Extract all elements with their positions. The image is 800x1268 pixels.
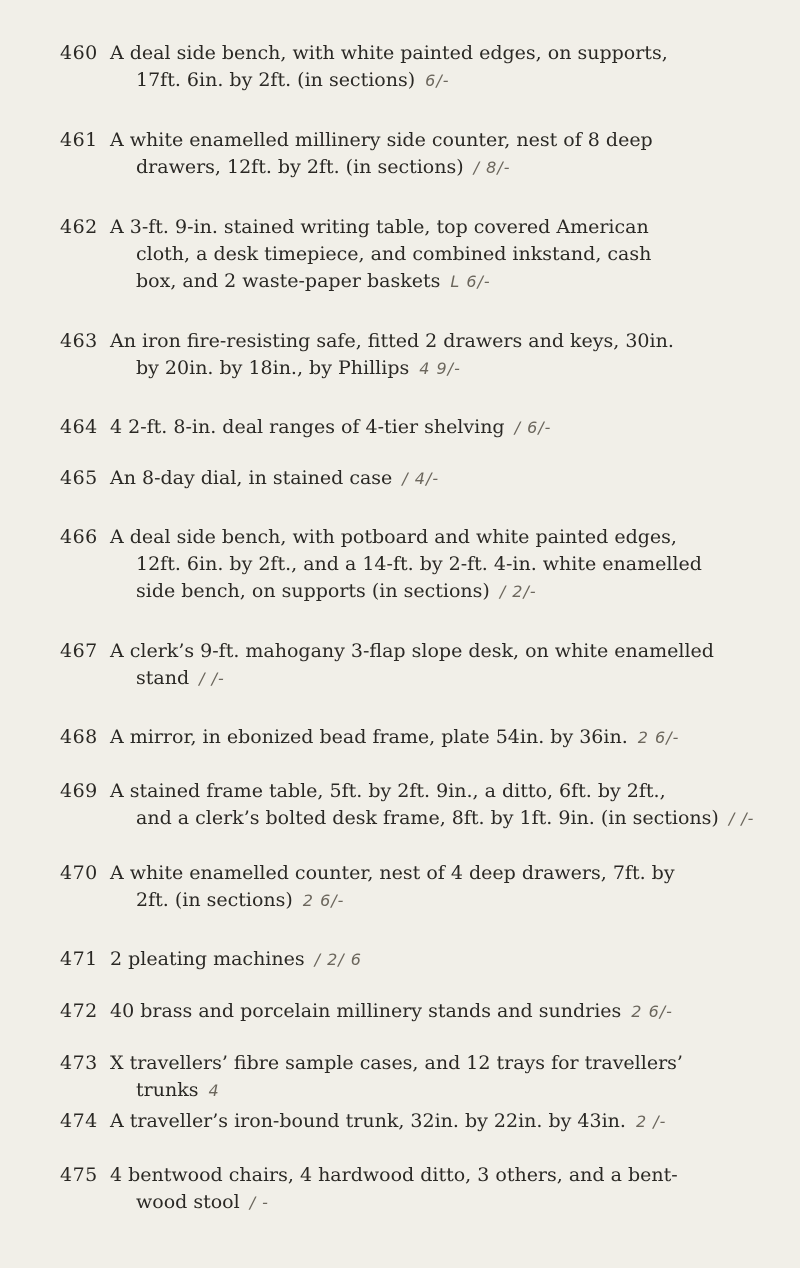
price-annotation: 2 6/-: [637, 728, 680, 747]
price-annotation: 4 9/-: [419, 359, 461, 378]
lot-description: A traveller’s iron-bound trunk, 32in. by 22in. by 43in. 2 /-: [110, 1110, 667, 1132]
lot-number: 461: [60, 129, 98, 151]
price-annotation: / -: [249, 1193, 269, 1212]
lot-description: A deal side bench, with white painted edges, on supports, 17ft. 6in. by 2ft. (in sections) 6/-: [110, 42, 668, 91]
lot-number: 467: [60, 640, 98, 662]
price-annotation: / /-: [728, 809, 755, 828]
lot-number: 469: [60, 780, 98, 802]
lot-number: 460: [60, 42, 98, 64]
lot-number: 463: [60, 330, 98, 352]
lot-description: X travellers’ fibre sample cases, and 12 trays for travellers’ trunks 4: [110, 1052, 683, 1101]
lot-description: A mirror, in ebonized bead frame, plate 54in. by 36in. 2 6/-: [110, 726, 680, 748]
lot-number: 473: [60, 1052, 98, 1074]
price-annotation: / 6/-: [514, 418, 552, 437]
price-annotation: 2 6/-: [302, 891, 345, 910]
lot-number: 465: [60, 467, 98, 489]
lot-number: 472: [60, 1000, 98, 1022]
lot-number: 464: [60, 416, 98, 438]
price-annotation: / 4/-: [402, 469, 440, 488]
lot-description: A 3-ft. 9-in. stained writing table, top covered American cloth, a desk timepiece, and combined inkstand, cash box, and 2 waste-paper baskets L 6/-: [110, 216, 652, 292]
lot-number: 475: [60, 1164, 98, 1186]
price-annotation: / 2/-: [499, 582, 537, 601]
lot-description: An iron fire-resisting safe, fitted 2 drawers and keys, 30in. by 20in. by 18in., by Phillips 4 9/-: [110, 330, 674, 379]
lot-description: A white enamelled millinery side counter, nest of 8 deep drawers, 12ft. by 2ft. (in sections) / 8/-: [110, 129, 653, 178]
lot-number: 471: [60, 948, 98, 970]
price-annotation: / 8/-: [473, 158, 511, 177]
price-annotation: L 6/-: [450, 272, 491, 291]
lot-number: 474: [60, 1110, 98, 1132]
price-annotation: 2 6/-: [631, 1002, 673, 1021]
price-annotation: 2 /-: [635, 1112, 667, 1131]
lot-description: A clerk’s 9-ft. mahogany 3-flap slope desk, on white enamelled stand / /-: [110, 640, 714, 689]
lot-description: 4 bentwood chairs, 4 hardwood ditto, 3 others, and a bent- wood stool / -: [110, 1164, 678, 1213]
lot-description: A deal side bench, with potboard and white painted edges, 12ft. 6in. by 2ft., and a 14-ft. by 2-ft. 4-in. white enamelled side bench, on supports (in sections) / 2/-: [110, 526, 702, 602]
lot-description: 4 2-ft. 8-in. deal ranges of 4-tier shelving / 6/-: [110, 416, 552, 438]
lot-description: An 8-day dial, in stained case / 4/-: [110, 467, 440, 489]
lot-number: 468: [60, 726, 98, 748]
price-annotation: 6/-: [425, 71, 450, 90]
lot-description: 40 brass and porcelain millinery stands and sundries 2 6/-: [110, 1000, 673, 1022]
lot-description: 2 pleating machines / 2/ 6: [110, 948, 362, 970]
price-annotation: 4: [208, 1081, 220, 1100]
lot-description: A white enamelled counter, nest of 4 deep drawers, 7ft. by 2ft. (in sections) 2 6/-: [110, 862, 675, 911]
lot-number: 462: [60, 216, 98, 238]
lot-number: 466: [60, 526, 98, 548]
price-annotation: / /-: [199, 669, 225, 688]
lot-number: 470: [60, 862, 98, 884]
lot-description: A stained frame table, 5ft. by 2ft. 9in., a ditto, 6ft. by 2ft., and a clerk’s bolted desk frame, 8ft. by 1ft. 9in. (in sections) / /-: [110, 780, 755, 829]
price-annotation: / 2/ 6: [314, 950, 362, 969]
